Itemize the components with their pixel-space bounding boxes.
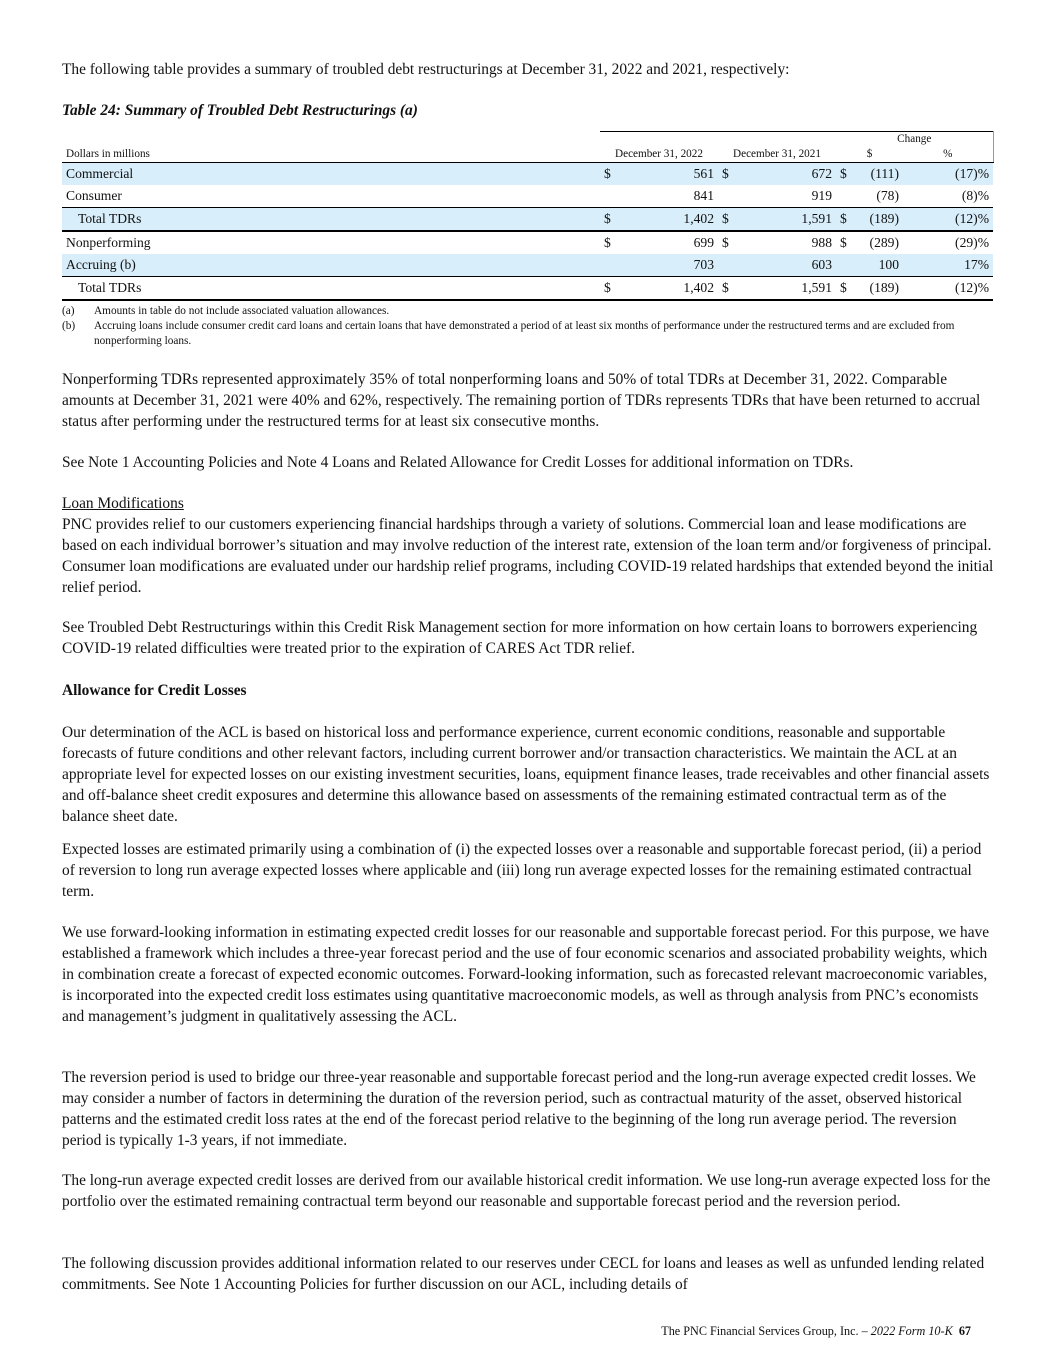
change-pct: (8)% [903, 185, 993, 208]
value-2021: 1,591 [740, 208, 836, 232]
table-row [62, 185, 993, 208]
value-2022: 1,402 [622, 208, 718, 232]
paragraph-see-tdr: See Troubled Debt Restructurings within this Credit Risk Management section for more information on how certain loans to borrowers experiencing COVID-19 related difficulties were treated prior to the expiration of CARES Act TDR relief. [62, 619, 978, 657]
paragraph-acl-6: The following discussion provides additional information related to our reserves under CECL for loans and leases as well as unfunded lending related commitments. See Note 1 Accounting Policies for further discussion on our ACL, including details of [62, 1255, 985, 1293]
col-header-2021: December 31, 2021 [718, 147, 836, 163]
value-2021: 672 [740, 163, 836, 186]
table-row [62, 163, 993, 186]
footnote-text: Amounts in table do not include associated valuation allowances. [94, 305, 390, 317]
row-label: Accruing (b) [62, 254, 600, 277]
value-2022: 1,402 [622, 277, 718, 301]
col-header-change-dollar: $ [836, 147, 903, 163]
table-row [62, 231, 993, 254]
table-row-total [62, 277, 993, 301]
dollar-sign: $ [840, 235, 847, 250]
page-number: 67 [958, 1324, 971, 1338]
change-header: Change [836, 132, 993, 148]
tdr-table [62, 131, 994, 301]
paragraph-acl-2: Expected losses are estimated primarily using a combination of (i) the expected losses over a reasonable and supportable forecast period, (ii) a period of reversion to long run average expected losses where applicable and (iii) long run average expected losses for the remaining estimated contractual term. [62, 841, 982, 900]
dollar-sign: $ [836, 163, 858, 186]
value-2022: 699 [693, 235, 714, 250]
footnote-label: (b) [62, 320, 76, 332]
dollar-sign [600, 185, 622, 208]
table-row [62, 254, 993, 277]
dollar-sign: $ [718, 208, 740, 232]
dollar-sign: $ [600, 163, 622, 186]
dollar-sign: $ [718, 163, 740, 186]
dollar-sign: $ [836, 277, 858, 301]
change-pct: 17% [903, 254, 993, 277]
change-dollar: 100 [858, 254, 903, 277]
paragraph-see-note: See Note 1 Accounting Policies and Note 4 Loans and Related Allowance for Credit Losses for additional information on TDRs. [62, 454, 854, 471]
row-label: Total TDRs [62, 208, 600, 232]
change-pct: (17)% [903, 163, 993, 186]
value-2021: 603 [740, 254, 836, 277]
footer-form: 2022 Form 10-K [870, 1324, 953, 1338]
page-footer [661, 1324, 971, 1339]
change-dollar: (289) [869, 235, 899, 250]
dollar-sign [836, 185, 858, 208]
dollar-sign [836, 254, 858, 277]
change-dollar: (189) [858, 208, 903, 232]
footer-company: The PNC Financial Services Group, Inc. – [661, 1324, 871, 1338]
change-dollar: (189) [858, 277, 903, 301]
value-2021: 1,591 [740, 277, 836, 301]
table-row-total [62, 208, 993, 232]
heading-loan-modifications: Loan Modifications [62, 495, 184, 512]
table-title: Table 24: Summary of Troubled Debt Restructurings (a) [62, 102, 418, 119]
heading-allowance-credit-losses: Allowance for Credit Losses [62, 682, 247, 699]
tdr-table-container [62, 131, 993, 301]
table-header-row-2 [62, 147, 993, 163]
value-2022: 561 [622, 163, 718, 186]
paragraph-nonperforming: Nonperforming TDRs represented approximately 35% of total nonperforming loans and 50% of total TDRs at December 31, 2022. Comparable amounts at December 31, 2021 were 40% and 62%, respectively. The remaining portion of TDRs represents TDRs that have been returned to accrual status after performing under the restructured terms for at least six consecutive months. [62, 371, 981, 430]
paragraph-acl-5: The long-run average expected credit losses are derived from our available historical credit information. We use long-run average expected loss for the portfolio over the estimated remaining contractual term beyond our reasonable and supportable forecast period and the reversion period. [62, 1172, 991, 1210]
value-2022: 703 [622, 254, 718, 277]
col-header-2022: December 31, 2022 [600, 147, 718, 163]
footnote-label: (a) [62, 305, 75, 317]
dollar-sign: $ [722, 235, 729, 250]
paragraph-acl-1: Our determination of the ACL is based on historical loss and performance experience, current economic conditions, reasonable and supportable forecasts of future conditions and other relevant factors, including current borrower and/or transaction characteristics. We maintain the ACL at an appropriate level for expected losses on our existing investment securities, loans, equipment finance leases, trade receivables and other financial assets and off-balance sheet credit exposures and determine this allowance based on assessments of the remaining estimated contractual term as of the balance sheet date. [62, 724, 990, 825]
value-2021: 919 [740, 185, 836, 208]
intro-paragraph: The following table provides a summary of troubled debt restructurings at December 31, 2022 and 2021, respectively: [62, 61, 790, 78]
row-label: Nonperforming [66, 235, 151, 250]
change-pct: (12)% [903, 208, 993, 232]
row-label: Commercial [62, 163, 600, 186]
paragraph-loan-modifications: PNC provides relief to our customers experiencing financial hardships through a variety of solutions. Commercial loan and lease modifications are based on each individual borrower’s situation and may involve reduction of the interest rate, extension of the loan term and/or forgiveness of principal. Consumer loan modifications are evaluated under our hardship relief programs, including COVID-19 related hardships that extended beyond the initial relief period. [62, 516, 994, 596]
dollar-sign: $ [604, 235, 611, 250]
change-pct: (29)% [955, 235, 990, 250]
paragraph-acl-4: The reversion period is used to bridge our three-year reasonable and supportable forecast period and the long-run average expected credit losses. We may consider a number of factors in determining the duration of the reversion period, such as contractual maturity of the asset, observed historical patterns and the estimated credit loss rates at the end of the forecast period relative to the beginning of the long run average period. The reversion period is typically 1-3 years, if not immediate. [62, 1069, 976, 1149]
change-dollar: (78) [858, 185, 903, 208]
row-label: Total TDRs [62, 277, 600, 301]
dollar-sign [718, 254, 740, 277]
value-2021: 988 [811, 235, 832, 250]
col-header-label: Dollars in millions [62, 147, 600, 163]
row-label: Consumer [62, 185, 600, 208]
dollar-sign: $ [718, 277, 740, 301]
dollar-sign: $ [836, 208, 858, 232]
dollar-sign [718, 185, 740, 208]
table-header-row-1 [62, 132, 993, 148]
value-2022: 841 [622, 185, 718, 208]
change-dollar: (111) [858, 163, 903, 186]
col-header-change-pct: % [903, 147, 993, 163]
dollar-sign [600, 254, 622, 277]
dollar-sign: $ [600, 208, 622, 232]
dollar-sign: $ [600, 277, 622, 301]
footnote-text: Accruing loans include consumer credit card loans and certain loans that have demonstrated a period of at least six months of performance under the restructured terms and are excluded from nonperforming loans. [94, 320, 955, 347]
change-pct: (12)% [903, 277, 993, 301]
paragraph-acl-3: We use forward-looking information in estimating expected credit losses for our reasonable and supportable forecast period. For this purpose, we have established a framework which includes a three-year forecast period and the use of four economic scenarios and associated probability weights, which in combination create a forecast of expected economic outcomes. Forward-looking information, such as forecasted relevant macroeconomic variables, is incorporated into the expected credit loss estimates using quantitative macroeconomic models, as well as through analysis from PNC’s economists and management’s judgment in qualitatively assessing the ACL. [62, 924, 990, 1025]
